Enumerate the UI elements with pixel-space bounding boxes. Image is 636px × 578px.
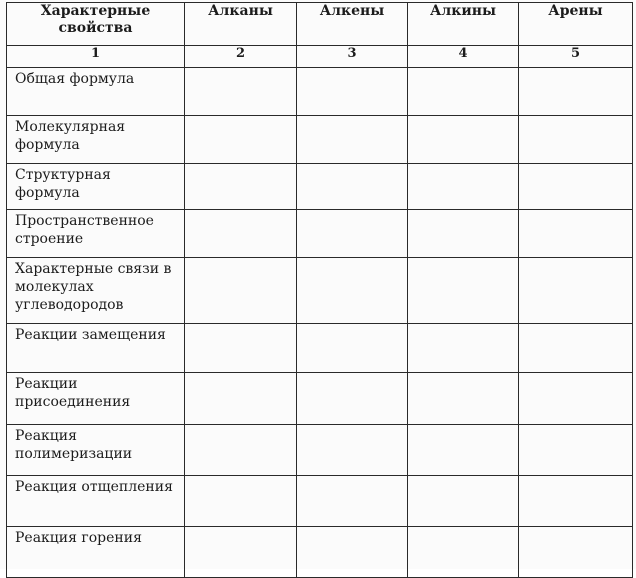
answer-cell (408, 476, 519, 527)
table-row (7, 210, 633, 258)
row-label-spatial-structure: Пространственное строение (7, 210, 185, 258)
header-row (7, 3, 633, 46)
row-label-combustion-reaction: Реакция горения (7, 527, 185, 578)
answer-cell (519, 476, 633, 527)
row-label-characteristic-bonds: Характерные связи в молекулах углеводородов (7, 258, 185, 324)
answer-cell (519, 258, 633, 324)
answer-cell (408, 68, 519, 116)
table-row (7, 476, 633, 527)
row-label-molecular-formula: Молекулярная формула (7, 116, 185, 164)
answer-cell (297, 527, 408, 578)
column-number: 2 (185, 46, 297, 68)
column-number: 5 (519, 46, 633, 68)
answer-cell (519, 324, 633, 373)
column-number: 4 (408, 46, 519, 68)
answer-cell (408, 164, 519, 210)
answer-cell (297, 116, 408, 164)
row-label-general-formula: Общая формула (7, 68, 185, 116)
hydrocarbons-comparison-table (6, 2, 633, 578)
answer-cell (297, 476, 408, 527)
table-row (7, 258, 633, 324)
table-row (7, 116, 633, 164)
table-row (7, 324, 633, 373)
answer-cell (185, 164, 297, 210)
answer-cell (185, 68, 297, 116)
header-properties: Характерные свойства (7, 3, 185, 46)
column-number: 1 (7, 46, 185, 68)
answer-cell (519, 527, 633, 578)
answer-cell (408, 425, 519, 476)
answer-cell (297, 324, 408, 373)
table-row (7, 68, 633, 116)
header-arenes: Арены (519, 3, 633, 46)
answer-cell (519, 164, 633, 210)
answer-cell (297, 164, 408, 210)
header-alkynes: Алкины (408, 3, 519, 46)
answer-cell (519, 425, 633, 476)
answer-cell (185, 425, 297, 476)
table-row (7, 527, 633, 578)
header-alkanes: Алканы (185, 3, 297, 46)
answer-cell (408, 324, 519, 373)
answer-cell (408, 116, 519, 164)
row-label-substitution-reactions: Реакции замещения (7, 324, 185, 373)
answer-cell (185, 476, 297, 527)
answer-cell (297, 210, 408, 258)
column-number: 3 (297, 46, 408, 68)
row-label-elimination-reaction: Реакция отщепления (7, 476, 185, 527)
answer-cell (297, 373, 408, 425)
answer-cell (185, 324, 297, 373)
answer-cell (185, 258, 297, 324)
answer-cell (519, 373, 633, 425)
answer-cell (408, 258, 519, 324)
answer-cell (297, 68, 408, 116)
answer-cell (519, 210, 633, 258)
answer-cell (185, 210, 297, 258)
column-number-row (7, 46, 633, 68)
answer-cell (519, 116, 633, 164)
answer-cell (519, 68, 633, 116)
header-alkenes: Алкены (297, 3, 408, 46)
answer-cell (185, 373, 297, 425)
table-row (7, 164, 633, 210)
table-row (7, 425, 633, 476)
answer-cell (408, 373, 519, 425)
table-row (7, 373, 633, 425)
answer-cell (185, 116, 297, 164)
row-label-structural-formula: Структурная формула (7, 164, 185, 210)
row-label-polymerization-reaction: Реакция полимеризации (7, 425, 185, 476)
answer-cell (297, 425, 408, 476)
answer-cell (297, 258, 408, 324)
answer-cell (185, 527, 297, 578)
answer-cell (408, 210, 519, 258)
row-label-addition-reactions: Реакции присоединения (7, 373, 185, 425)
answer-cell (408, 527, 519, 578)
